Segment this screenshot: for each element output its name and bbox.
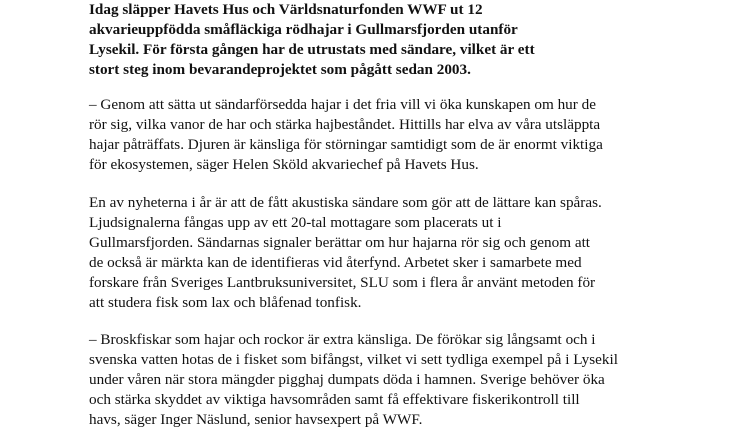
paragraph-line: svenska vatten hotas de i fisket som bifångst, vilket vi sett tydliga exempel på i Lysekil [89, 351, 618, 368]
paragraph-line: – Broskfiskar som hajar och rockor är extra känsliga. De förökar sig långsamt och i [89, 331, 596, 348]
lead-line: akvarieuppfödda småfläckiga rödhajar i Gullmarsfjorden utanför [89, 21, 518, 38]
paragraph-line: forskare från Sveriges Lantbruksuniversitet, SLU som i flera år använt metoden för [89, 274, 596, 291]
paragraph-line: och stärka skyddet av viktiga havsområden samt få effektivare fiskerikontroll till [89, 391, 580, 408]
body-paragraph-1 [89, 95, 689, 175]
body-paragraph-3 [89, 330, 689, 430]
body-paragraph-2 [89, 193, 689, 313]
paragraph-line: hajar påträffats. Djuren är känsliga för störningar samtidigt som de är enormt viktiga [89, 136, 603, 153]
paragraph-line: att studera fisk som lax och blåfenad tonfisk. [89, 294, 362, 311]
paragraph-line: för ekosystemen, säger Helen Sköld akvariechef på Havets Hus. [89, 156, 479, 173]
lead-line: Lysekil. För första gången har de utrustats med sändare, vilket är ett [89, 41, 535, 58]
paragraph-line: Gullmarsfjorden. Sändarnas signaler berättar om hur hajarna rör sig och genom att [89, 234, 591, 251]
paragraph-line: havs, säger Inger Näslund, senior havsexpert på WWF. [89, 411, 423, 428]
paragraph-line: under våren när stora mängder pigghaj dumpats döda i hamnen. Sverige behöver öka [89, 371, 605, 388]
lead-line: Idag släpper Havets Hus och Världsnaturfonden WWF ut 12 [89, 1, 483, 18]
lead-line: stort steg inom bevarandeprojektet som pågått sedan 2003. [89, 61, 471, 78]
lead-paragraph [89, 0, 689, 80]
paragraph-line: Ljudsignalerna fångas upp av ett 20-tal mottagare som placerats ut i [89, 214, 502, 231]
paragraph-line: de också är märkta kan de identifieras vid återfynd. Arbetet sker i samarbete med [89, 254, 582, 271]
paragraph-line: – Genom att sätta ut sändarförsedda hajar i det fria vill vi öka kunskapen om hur de [89, 96, 596, 113]
paragraph-line: rör sig, vilka vanor de har och stärka hajbeståndet. Hittills har elva av våra utsläppta [89, 116, 601, 133]
paragraph-line: En av nyheterna i år är att de fått akustiska sändare som gör att de lättare kan spåras. [89, 194, 602, 211]
